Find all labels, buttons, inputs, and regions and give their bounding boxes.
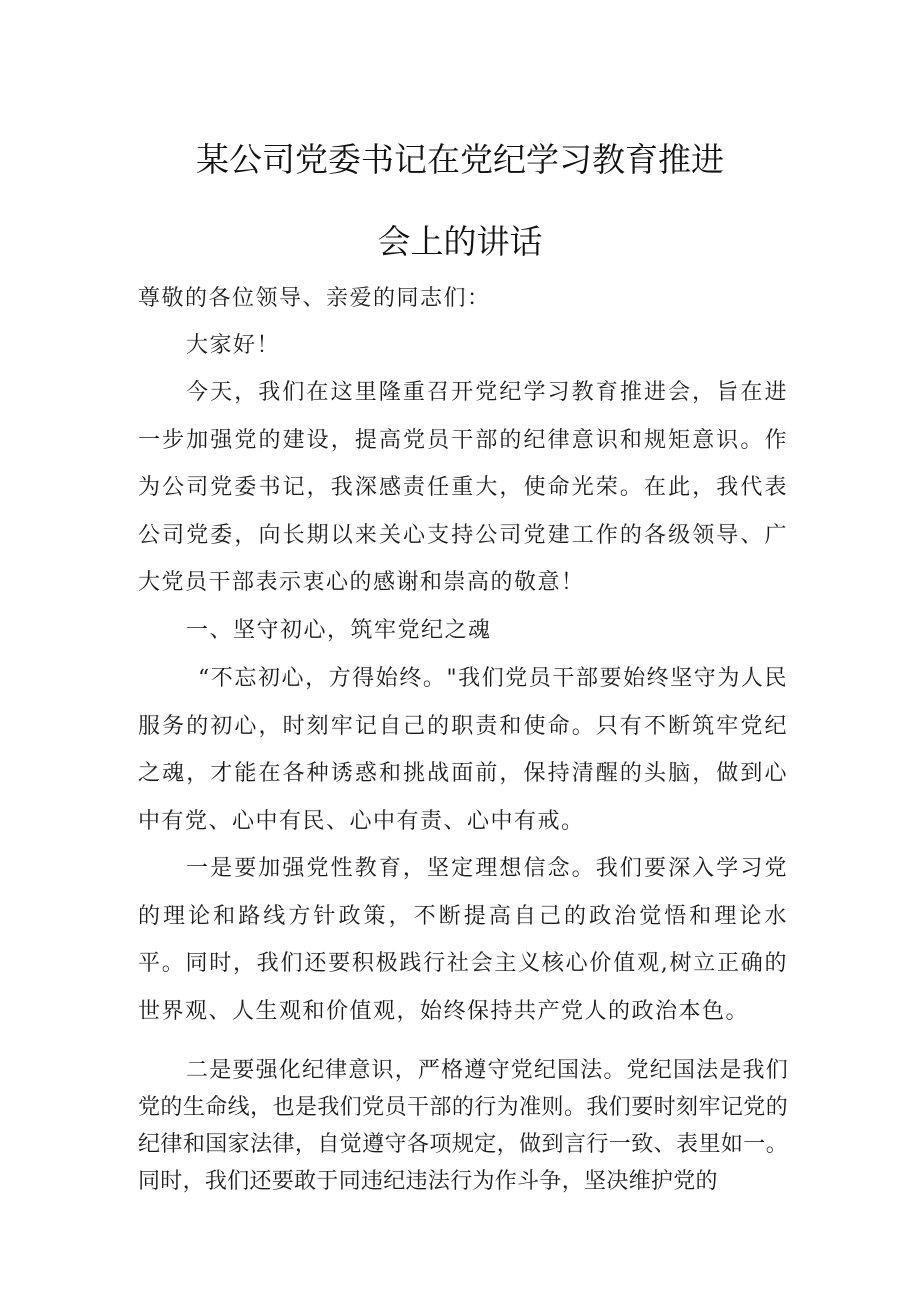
point-1-paragraph: 一是要加强党性教育，坚定理想信念。我们要深入学习党的理论和路线方针政策，不断提高自己的政治觉悟和理论水平。同时，我们还要积极践行社会主义核心价值观,树立正确的世界观、人生观和价值观，始终保持共产党人的政治本色。 bbox=[138, 856, 788, 1024]
point-2-paragraph: 二是要强化纪律意识，严格遵守党纪国法。党纪国法是我们党的生命线，也是我们党员干部的行为准则。我们要时刻牢记党的纪律和国家法律，自觉遵守各项规定，做到言行一致、表里如一。同时，我们还要敢于同违纪违法行为作斗争，坚决维护党的 bbox=[138, 1058, 788, 1194]
document-title-line-2: 会上的讲话 bbox=[377, 222, 543, 261]
greeting: 大家好！ bbox=[186, 333, 281, 358]
intro-paragraph: 今天，我们在这里隆重召开党纪学习教育推进会，旨在进一步加强党的建设，提高党员干部的纪律意识和规矩意识。作为公司党委书记，我深感责任重大，使命光荣。在此，我代表公司党委，向长期以来关心支持公司党建工作的各级领导、广大党员干部表示衷心的感谢和崇高的敬意！ bbox=[138, 380, 788, 595]
quote-paragraph: “不忘初心，方得始终。"我们党员干部要始终坚守为人民服务的初心，时刻牢记自己的职责和使命。只有不断筑牢党纪之魂，才能在各种诱惑和挑战面前，保持清醒的头脑，做到心中有党、心中有民、心中有责、心中有戒。 bbox=[138, 666, 788, 834]
section-heading-1: 一、坚守初心，筑牢党纪之魂 bbox=[186, 618, 492, 643]
salutation: 尊敬的各位领导、亲爱的同志们： bbox=[138, 286, 491, 311]
document-title-line-1: 某公司党委书记在党纪学习教育推进 bbox=[196, 140, 724, 179]
